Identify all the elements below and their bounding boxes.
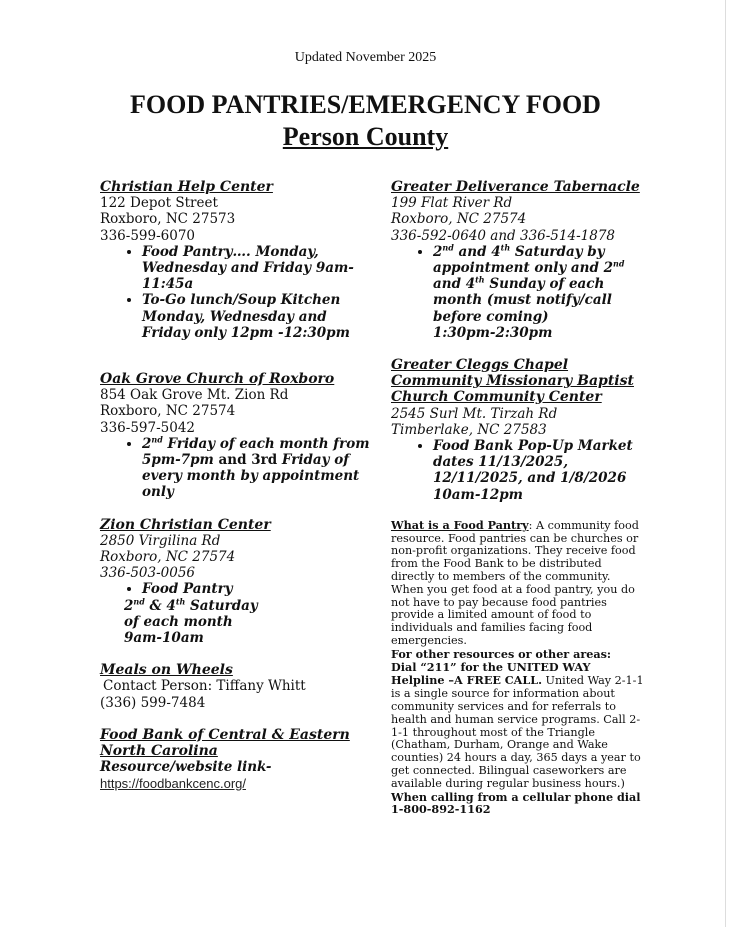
- zion-address1: 2850 Virgilina Rd: [100, 532, 221, 549]
- oakgrove-bullet: • 2nd Friday of each month from 5pm-7pm and 3rd Friday of every month by appointment only: [142, 436, 375, 501]
- foodbank-name2: North Carolina: [100, 743, 218, 760]
- united-way-text: United Way 2-1-1 is a single source for information about community services and for referrals to health and human service programs. Call 2-1-1 throughout most of the Triangle (Chatham, Durham, Orange and Wake counties) 24 hours a day, 365 days a year to get connected. Bilingual caseworkers are available during regular business hours.): [391, 674, 644, 790]
- greater-t1: and 4: [458, 243, 501, 260]
- christian-bullet-pantry: • Food Pantry…. Monday, Wednesday and Friday 9am-11:45a: [142, 244, 375, 293]
- zion-days-mid: & 4: [149, 597, 176, 614]
- zion-days-sat: Saturday: [190, 597, 258, 614]
- greater-name: Greater Deliverance Tabernacle: [391, 179, 640, 195]
- christian-address1: 122 Depot Street: [100, 195, 218, 212]
- cleggs-address2: Timberlake, NC 27583: [391, 421, 547, 438]
- zion-christian-center: [100, 517, 375, 647]
- meals-name: Meals on Wheels: [100, 662, 233, 679]
- united-way-info: [391, 661, 646, 791]
- christian-address2: Roxboro, NC 27573: [100, 211, 236, 228]
- greater-th-sup-2: th: [475, 274, 485, 285]
- updated-date: Updated November 2025: [294, 50, 437, 65]
- oakgrove-name: Oak Grove Church of Roxboro: [100, 371, 335, 388]
- what-is-food-pantry-label: What is a Food Pantry: [391, 517, 529, 532]
- greater-nd-sup: nd: [442, 242, 454, 253]
- christian-phone: 336-599-6070: [100, 227, 196, 244]
- greater-time: 1:30pm-2:30pm: [433, 324, 553, 341]
- christian-bullet-lunch: • To-Go lunch/Soup Kitchen Monday, Wednesday and Friday only 12pm -12:30pm: [142, 292, 375, 341]
- zion-days: 2nd & 4th Saturday: [124, 596, 258, 614]
- zion-phone: 336-503-0056: [100, 565, 196, 582]
- dial-211: Dial “211” for the UNITED WAY Helpline –A FREE CALL.: [391, 659, 591, 688]
- greater-bullet: • 2nd and 4th Saturday by appointment only and 2nd and 4th Sunday of each month (must notify/call before coming) 1:30pm-2:30pm: [433, 244, 646, 341]
- oakgrove-bullet-c: Friday of every month by appointment only: [142, 452, 360, 501]
- greater-deliverance: [391, 179, 646, 341]
- oakgrove-address2: Roxboro, NC 27574: [100, 403, 236, 420]
- greater-cleggs-chapel: [391, 357, 646, 503]
- page-subtitle: Person County: [282, 122, 449, 151]
- oakgrove-bullet-a: Friday of each month from 5pm-7pm: [142, 435, 370, 469]
- cleggs-address1: 2545 Surl Mt. Tirzah Rd: [391, 405, 558, 422]
- zion-bullet-pantry: • Food Pantry: [142, 581, 375, 597]
- oakgrove-address1: 854 Oak Grove Mt. Zion Rd: [100, 387, 289, 404]
- greater-address1: 199 Flat River Rd: [391, 195, 513, 212]
- oakgrove-phone: 336-597-5042: [100, 419, 196, 436]
- oak-grove-church: [100, 371, 375, 501]
- meals-phone: (336) 599-7484: [100, 694, 206, 711]
- zion-nd-sup: nd: [133, 596, 145, 607]
- greater-t2: Saturday by appointment only and 2: [433, 243, 614, 277]
- foodbank-name1: Food Bank of Central & Eastern: [100, 726, 350, 743]
- left-column: [100, 179, 375, 792]
- greater-nd-sup-2: nd: [613, 258, 625, 269]
- christian-help-center: [100, 179, 375, 341]
- foodbank-label: Resource/website link-: [100, 759, 272, 776]
- greater-t4: Sunday of each month (must notify/call before coming): [433, 276, 612, 325]
- right-column: [391, 179, 646, 816]
- greater-t3: and 4: [433, 276, 476, 293]
- greater-phone: 336-592-0640 and 336-514-1878: [391, 227, 615, 244]
- what-is-food-pantry-text: : A community food resource. Food pantries can be churches or non-profit organizations. They receive food from the Food Bank to be distributed directly to members of the community. When you get food at a food pantry, you do not have to pay because food pantries provide a limited amount of food to individuals and families facing food emergencies.: [391, 518, 639, 648]
- zion-address2: Roxboro, NC 27574: [100, 549, 236, 566]
- zion-name: Zion Christian Center: [100, 516, 271, 533]
- meals-contact: Contact Person: Tiffany Whitt: [103, 678, 306, 695]
- cleggs-name3: Church Community Center: [391, 389, 602, 406]
- info-section: [391, 519, 646, 816]
- meals-on-wheels: [100, 662, 375, 711]
- oakgrove-bullet-b: and 3rd: [218, 452, 278, 469]
- greater-th-sup: th: [500, 242, 511, 253]
- zion-each-month: of each month: [124, 613, 233, 630]
- cleggs-name1: Greater Cleggs Chapel: [391, 357, 569, 374]
- christian-name: Christian Help Center: [100, 179, 273, 195]
- oakgrove-nd-sup: nd: [151, 434, 163, 445]
- zion-time: 9am-10am: [124, 630, 204, 647]
- cleggs-name2: Community Missionary Baptist: [391, 373, 634, 390]
- food-bank: [100, 727, 375, 792]
- other-resources: For other resources or other areas:: [391, 646, 612, 661]
- cellular-phone: When calling from a cellular phone dial 1-800-892-1162: [391, 789, 641, 817]
- zion-th-sup: th: [175, 596, 186, 607]
- greater-address2: Roxboro, NC 27574: [391, 211, 527, 228]
- cleggs-bullet: • Food Bank Pop-Up Market dates 11/13/2025, 12/11/2025, and 1/8/2026 10am-12pm: [433, 438, 646, 503]
- page-title: FOOD PANTRIES/EMERGENCY FOOD: [130, 90, 601, 119]
- foodbank-link[interactable]: https://foodbankcenc.org/: [100, 775, 246, 791]
